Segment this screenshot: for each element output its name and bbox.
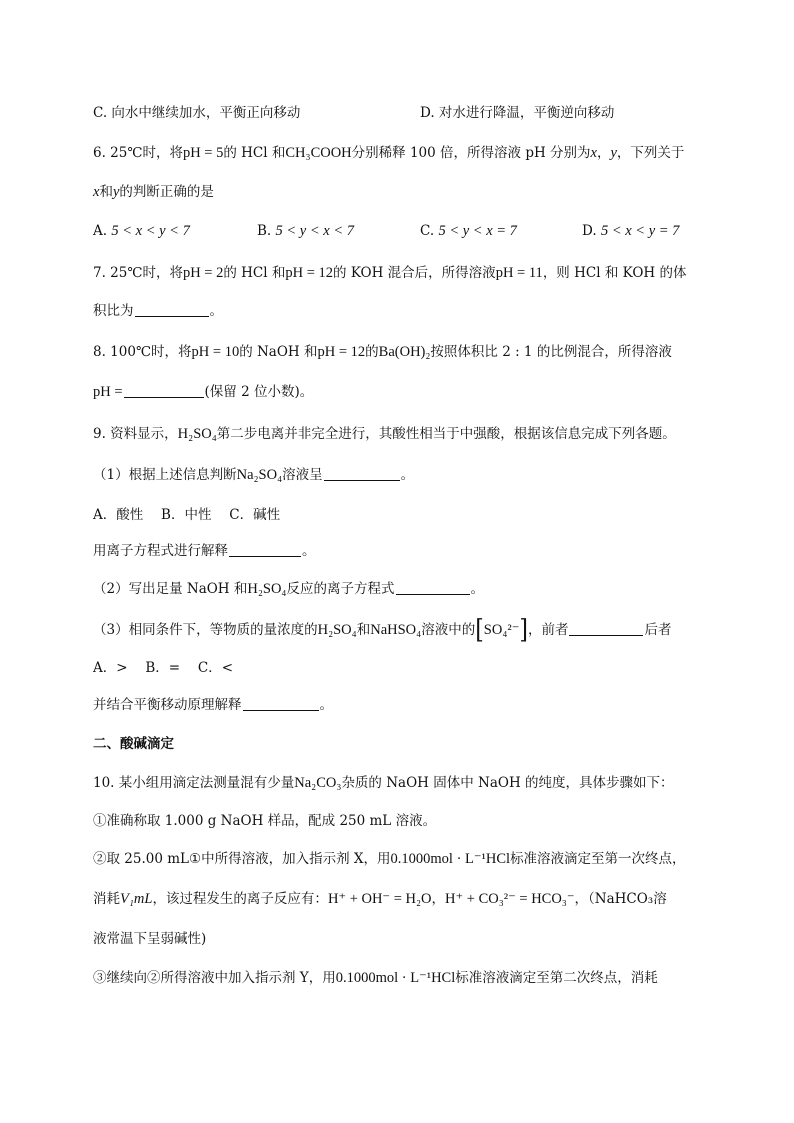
q6-text-6: 的判断正确的是 (119, 184, 214, 200)
section-title-text: 二、酸碱滴定 (93, 736, 174, 752)
q10-step2-text-4: ，该过程发生的离子反应有： (152, 891, 328, 907)
q9-sub3-explain-text: 并结合平衡移动原理解释 (93, 697, 242, 713)
q9-text-2: 第二步电离并非完全进行，其酸性相当于中强酸，根据该信息完成下列各题。 (216, 426, 676, 442)
q9-sub1-text-2: 溶液呈 (282, 467, 323, 483)
q9-sub3-options-text[interactable]: A．> B．= C．< (93, 660, 234, 676)
q10-equation-2: H⁺ + CO₃²⁻ = HCO₃⁻ (445, 891, 575, 907)
q6-var-x: x (590, 145, 597, 161)
q9-sub3-text-3: 溶液中的 (421, 622, 476, 638)
q6-var-y-2: y (112, 184, 120, 200)
q5-options-row (93, 103, 300, 123)
q9-sub1-explain-text: 用离子方程式进行解释 (93, 543, 228, 559)
q9-sub1-explain-blank[interactable] (229, 542, 301, 557)
q9-h2so4-formula: H₂SO₄ (177, 426, 217, 442)
q9-sub3-h2so4-formula: H₂SO₄ (317, 622, 357, 638)
q9-sub1-text-1: （1）根据上述信息判断 (93, 467, 237, 483)
q6-option-c-text: 5 < y < x = 7 (438, 223, 517, 239)
q9-sub1-period: 。 (400, 467, 415, 483)
q6-option-a-text: 5 < x < y < 7 (111, 223, 190, 239)
q8-ph-equals: pH = (93, 384, 123, 400)
q8-ph12: pH = 12 (317, 344, 366, 360)
q10-step1 (93, 811, 436, 831)
q6-option-a-label: A. (93, 223, 108, 239)
q9-sub3-explain-period: 。 (319, 697, 333, 713)
q9-sub1 (93, 465, 414, 485)
q6-option-b-label: B. (257, 223, 272, 239)
q9-sub3-text-4: ，前者 (527, 622, 569, 638)
q7-stem-line1 (93, 263, 686, 283)
q9-nahso4-formula: NaHSO₄ (370, 622, 422, 638)
q8-text-3: 的 (365, 344, 379, 360)
q7-text-5: 积比为 (93, 303, 134, 319)
q9-sub3 (93, 615, 672, 646)
q10-step2-line1 (93, 849, 686, 869)
q6-ph5: pH = 5 (182, 145, 224, 161)
q10-step1-text: ①准确称取 1.000 g NaOH 样品，配成 250 mL 溶液。 (93, 813, 437, 829)
q6-option-c[interactable] (420, 221, 517, 241)
q6-option-d[interactable] (582, 221, 679, 241)
q6-var-x-2: x (93, 184, 100, 200)
q9-stem (93, 424, 676, 444)
q10-step3-text-2: 标准溶液滴定至第二次终点，消耗 (455, 970, 658, 986)
q6-option-d-text: 5 < x < y = 7 (600, 223, 680, 239)
q7-ph12: pH = 12 (285, 265, 334, 281)
q6-comma: ， (596, 145, 611, 161)
q9-sub2-text-1: （2）写出足量 NaOH 和 (93, 581, 248, 597)
q8-stem-line2 (93, 382, 313, 402)
q9-sub3-text-5: 后者 (644, 622, 672, 638)
q9-sub2-period: 。 (470, 581, 484, 597)
q6-var-y: y (610, 145, 617, 161)
q7-text-4: ，则 HCl 和 KOH 的体 (542, 265, 687, 281)
q9-sub2-h2so4-formula: H₂SO₄ (247, 581, 287, 597)
q10-v1-volume: V₁mL (120, 891, 153, 907)
q10-text-1: 10. 某小组用滴定法测量混有少量 (93, 775, 295, 791)
q10-step3-hcl-concentration: 0.1000mol · L⁻¹HCl (335, 970, 456, 986)
q9-sub1-explain-period: 。 (302, 543, 316, 559)
q6-option-b[interactable] (257, 221, 354, 241)
q10-step2-line2 (93, 889, 667, 909)
q9-sub3-text-1: （3）相同条件下，等物质的量浓度的 (93, 622, 318, 638)
q8-text-4: 按照体积比 2 : 1 的比例混合，所得溶液 (430, 344, 672, 360)
q10-intro (93, 773, 674, 793)
q8-stem-line1 (93, 342, 672, 362)
section-title (93, 734, 174, 754)
q6-text-2: 的 HCl 和 (223, 145, 286, 161)
q6-option-d-label: D. (582, 223, 597, 239)
q9-sulfate-ion: SO₄²⁻ (483, 622, 520, 638)
q10-equation-separator: ， (431, 891, 446, 907)
q8-text-5: (保留 2 位小数)。 (204, 384, 314, 400)
q7-answer-blank[interactable] (135, 302, 209, 317)
q9-sub3-explain (93, 695, 333, 715)
q6-acid-formula: CH₃COOH (285, 145, 352, 161)
q9-sub3-explain-blank[interactable] (243, 696, 319, 711)
q6-text-5: 和 (99, 184, 113, 200)
q10-step3 (93, 968, 658, 988)
q9-sub2 (93, 579, 484, 599)
q6-text-3: 分别稀释 100 倍，所得溶液 pH 分别为 (351, 145, 591, 161)
q9-sub3-blank[interactable] (569, 621, 643, 636)
right-bracket-icon: ] (519, 615, 528, 646)
q10-text-2: 杂质的 NaOH 固体中 NaOH 的纯度，具体步骤如下： (341, 775, 674, 791)
q9-sub2-blank[interactable] (396, 580, 470, 595)
q6-option-b-text: 5 < y < x < 7 (275, 223, 354, 239)
q8-text-1: 8. 100℃时，将 (93, 344, 192, 360)
q10-na2co3-formula: Na₂CO₃ (294, 775, 342, 791)
q5-option-d-row (420, 103, 614, 123)
q9-text-1: 9. 资料显示， (93, 426, 178, 442)
q10-step2-text-2: 标准溶液滴定至第一次终点， (510, 851, 686, 867)
q5-option-d[interactable]: D. 对水进行降温，平衡逆向移动 (420, 105, 615, 121)
left-bracket-icon: [ (475, 615, 484, 646)
q7-stem-line2 (93, 301, 223, 321)
q9-sub1-blank[interactable] (324, 466, 400, 481)
q6-text-1: 6. 25℃时，将 (93, 145, 183, 161)
q7-text-2: 的 HCl 和 (223, 265, 286, 281)
q7-text-3: 的 KOH 混合后，所得溶液 (333, 265, 496, 281)
q9-sub3-text-2: 和 (356, 622, 371, 638)
q10-step2-text-5: ，（NaHCO₃溶 (574, 891, 667, 907)
q5-option-c[interactable]: C. 向水中继续加水，平衡正向移动 (93, 105, 301, 121)
q10-step2-text-1: ②取 25.00 mL①中所得溶液，加入指示剂 X，用 (93, 851, 391, 867)
q9-sub2-text-2: 反应的离子方程式 (286, 581, 395, 597)
q9-sub1-options-text[interactable]: A．酸性 B．中性 C．碱性 (93, 507, 281, 523)
q8-baoh2-formula: Ba(OH)₂ (378, 344, 431, 360)
q8-answer-blank[interactable] (124, 383, 204, 398)
q8-ph10: pH = 10 (191, 344, 240, 360)
q10-hcl-concentration: 0.1000mol · L⁻¹HCl (390, 851, 511, 867)
q7-ph2: pH = 2 (182, 265, 224, 281)
q8-text-2: 的 NaOH 和 (239, 344, 318, 360)
q9-sub3-options (93, 658, 233, 678)
q6-option-c-label: C. (420, 223, 435, 239)
q7-period: 。 (209, 303, 223, 319)
q10-step2-line3 (93, 929, 206, 949)
q10-step3-text-1: ③继续向②所得溶液中加入指示剂 Y，用 (93, 970, 336, 986)
q6-option-a[interactable] (93, 221, 190, 241)
q7-text-1: 7. 25℃时，将 (93, 265, 183, 281)
q6-stem-line1 (93, 143, 684, 163)
q6-stem-line2 (93, 182, 214, 202)
q6-text-4: ，下列关于 (616, 145, 685, 161)
q10-step2-text-6: 液常温下呈弱碱性) (93, 931, 207, 947)
q7-ph11: pH = 11 (495, 265, 543, 281)
q9-na2so4-formula: Na₂SO₄ (236, 467, 283, 483)
q10-equation-1: H⁺ + OH⁻ = H₂O (327, 891, 432, 907)
q9-sub1-options (93, 505, 280, 525)
q10-step2-text-3: 消耗 (93, 891, 120, 907)
q9-sub1-explain (93, 541, 316, 561)
